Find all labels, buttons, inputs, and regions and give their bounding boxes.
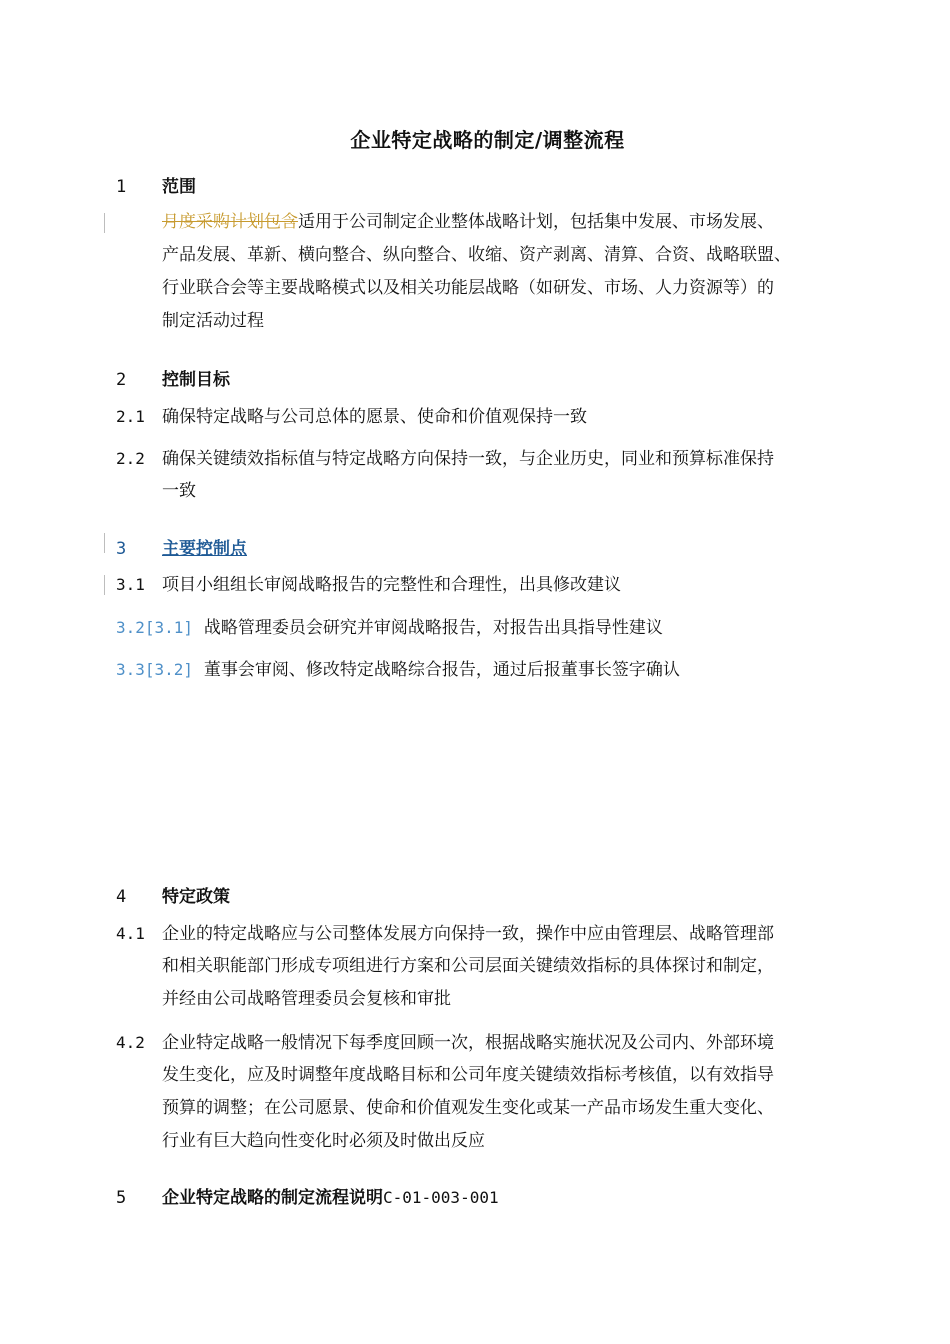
change-bar: [104, 213, 105, 233]
item-4-1: [116, 917, 774, 951]
item-2-1: [116, 400, 587, 434]
section-1-heading: [116, 172, 196, 197]
section-number: 4: [116, 887, 127, 907]
section-number: 2: [116, 370, 127, 390]
item-number: 2.1: [116, 407, 145, 426]
revised-item-number: 3.2[3.1]: [116, 618, 194, 637]
section-number: 3: [116, 539, 127, 559]
item-4-1-cont: 和相关职能部门形成专项组进行方案和公司层面关键绩效指标的具体探讨和制定， 并经由公司战略管理委员会复核和审批: [162, 956, 774, 1009]
item-text: 确保特定战略与公司总体的愿景、使命和价值观保持一致: [162, 407, 587, 427]
scope-line-2: 产品发展、革新、横向整合、纵向整合、收缩、资产剥离、清算、合资、战略联盟、: [162, 245, 791, 265]
scope-line-3: 行业联合会等主要战略模式以及相关功能层战略（如研发、市场、人力资源等）的: [162, 278, 774, 298]
item-3-2: [116, 611, 663, 645]
scope-line-4: 制定活动过程: [162, 311, 264, 331]
section-number: 1: [116, 177, 127, 197]
section-title: 主要控制点: [162, 539, 247, 559]
item-text: 企业特定战略一般情况下每季度回顾一次，根据战略实施状况及公司内、外部环境: [162, 1033, 774, 1053]
item-4-2-cont: 发生变化，应及时调整年度战略目标和公司年度关键绩效指标考核值，以有效指导 预算的调整；在公司愿景、使命和价值观发生变化或某一产品市场发生重大变化、 行业有巨大趋向性变化时必须及时做出反应: [162, 1065, 774, 1151]
change-bar: [104, 575, 105, 595]
item-text: 企业的特定战略应与公司整体发展方向保持一致，操作中应由管理层、战略管理部: [162, 924, 774, 944]
section-title: 控制目标: [162, 370, 230, 390]
section-title: 特定政策: [162, 887, 230, 907]
revised-item-number: 3.3[3.2]: [116, 660, 194, 679]
item-text: 项目小组组长审阅战略报告的完整性和合理性，出具修改建议: [162, 575, 621, 595]
item-text: 确保关键绩效指标值与特定战略方向保持一致，与企业历史，同业和预算标准保持: [162, 449, 774, 469]
item-number: 4.2: [116, 1033, 145, 1052]
item-text: 董事会审阅、修改特定战略综合报告，通过后报董事长签字确认: [203, 660, 680, 680]
section-number: 5: [116, 1188, 127, 1208]
item-number: 2.2: [116, 449, 145, 468]
scope-line-1: 月度采购计划包含适用于公司制定企业整体战略计划，包括集中发展、市场发展、: [162, 212, 774, 232]
deleted-text: 月度采购计划包含: [162, 212, 298, 232]
item-3-1: [116, 568, 621, 602]
item-3-3: [116, 653, 680, 687]
section-2-heading: [116, 365, 230, 390]
item-number: 4.1: [116, 924, 145, 943]
section-5-heading: [116, 1183, 499, 1208]
item-number: 3.1: [116, 575, 145, 594]
section-3-heading[interactable]: [116, 534, 247, 559]
process-code: C-01-003-001: [383, 1188, 499, 1207]
item-text: 战略管理委员会研究并审阅战略报告，对报告出具指导性建议: [203, 618, 663, 638]
change-bar: [104, 533, 105, 553]
section-4-heading: [116, 882, 230, 907]
item-2-2-cont: 一致: [162, 481, 196, 501]
section-title: 企业特定战略的制定流程说明: [162, 1188, 383, 1208]
item-4-2: [116, 1026, 774, 1060]
item-2-2: [116, 442, 774, 476]
section-title: 范围: [162, 177, 196, 197]
section-1-body: [162, 206, 791, 338]
document-title: 企业特定战略的制定/调整流程: [350, 128, 625, 152]
